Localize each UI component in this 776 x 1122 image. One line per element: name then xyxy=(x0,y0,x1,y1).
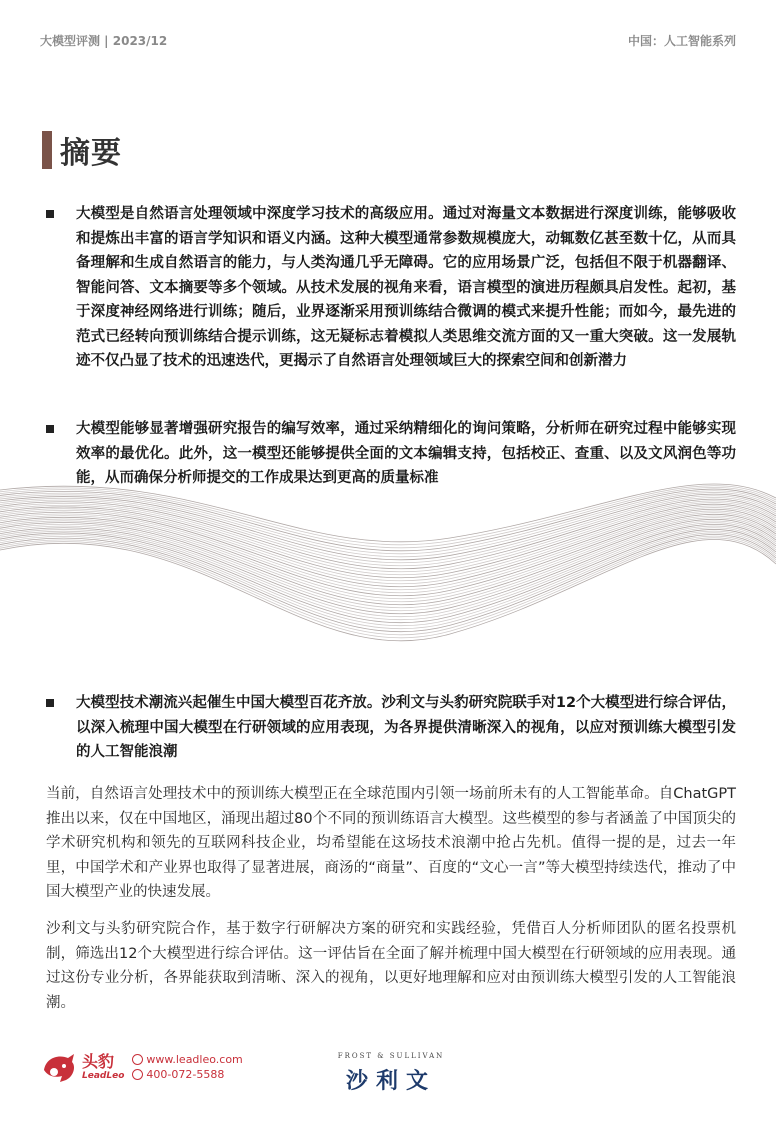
leadleo-website[interactable]: www.leadleo.com xyxy=(146,1053,243,1066)
bullet-item xyxy=(46,202,736,374)
bullet-square-icon xyxy=(46,699,54,707)
wave-line xyxy=(0,529,776,622)
frost-sullivan-chinese: 沙利文 xyxy=(345,1069,436,1094)
title-accent-bar xyxy=(42,131,52,169)
wave-line xyxy=(0,536,776,635)
body-paragraph: 沙利文与头豹研究院合作，基于数字行研解决方案的研究和实践经验，凭借百人分析师团队的匿名投票机制，筛选出12个大模型进行综合评估。这一评估旨在全面了解并梳理中国大模型在行研领域的应用表现。通过这份专业分析，各界能获取到清晰、深入的视角，以更好地理解和应对由预训练大模型引发的人工智能浪潮。 xyxy=(46,921,736,1011)
section-title-block xyxy=(42,128,122,172)
wave-line xyxy=(0,538,776,638)
bullet-text: 大模型能够显著增强研究报告的编写效率，通过采纳精细化的询问策略，分析师在研究过程中能够实现效率的最优化。此外，这一模型还能够提供全面的文本编辑支持，包括校正、查重、以及文风润色等功能，从而确保分析师提交的工作成果达到更高的质量标准 xyxy=(76,421,736,486)
leadleo-phone: 400-072-5588 xyxy=(146,1068,225,1081)
bullet-square-icon xyxy=(46,210,54,218)
bullet-item xyxy=(46,691,736,765)
decorative-wave-lines xyxy=(0,470,776,700)
wave-line xyxy=(0,496,776,563)
leadleo-english-name: LeadLeo xyxy=(82,1071,125,1081)
bullet-text: 大模型是自然语言处理领域中深度学习技术的高级应用。通过对海量文本数据进行深度训练，能够吸收和提炼出丰富的语言学知识和语义内涵。这种大模型通常参数规模庞大，动辄数亿甚至数十亿，从而具备理解和生成自然语言的能力，与人类沟通几乎无障碍。它的应用场景广泛，包括但不限于机器翻译、智能问答、文本摘要等多个领域。从技术发展的视角来看，语言模型的演进历程颇具启发性。起初，基于深度神经网络进行训练；随后，业界逐渐采用预训练结合微调的模式来提升性能；而如今，最先进的范式已经转向预训练结合提示训练，这无疑标志着模拟人类思维交流方面的又一重大突破。这一发展轨迹不仅凸显了技术的迅速迭代，更揭示了自然语言处理领域巨大的探索空间和创新潜力 xyxy=(76,206,736,369)
header-series-label: 中国：人工智能系列 xyxy=(627,34,736,48)
web-icon xyxy=(132,1054,143,1065)
leadleo-lion-icon xyxy=(40,1048,78,1086)
phone-icon xyxy=(132,1069,143,1080)
page-title: 摘要 xyxy=(60,136,122,171)
wave-line xyxy=(0,524,776,613)
leadleo-logo-block xyxy=(40,1048,243,1086)
body-paragraph: 当前，自然语言处理技术中的预训练大模型正在全球范围内引领一场前所未有的人工智能革命。自ChatGPT推出以来，仅在中国地区，涌现出超过80个不同的预训练语言大模型。这些模型的参与者涵盖了中国顶尖的学术研究机构和领先的互联网科技企业，均希望能在这场技术浪潮中抢占先机。值得一提的是，过去一年里，中国学术和产业界也取得了显著进展，商汤的“商量”、百度的“文心一言”等大模型持续迭代，推动了中国大模型产业的快速发展。 xyxy=(46,786,736,900)
leadleo-chinese-name: 头豹 xyxy=(82,1052,115,1071)
header-report-label: 大模型评测 | 2023/12 xyxy=(40,34,168,48)
bullet-square-icon xyxy=(46,425,54,433)
frost-sullivan-logo xyxy=(326,1052,456,1095)
frost-sullivan-english: FROST & SULLIVAN xyxy=(337,1052,445,1060)
bullet-text: 大模型技术潮流兴起催生中国大模型百花齐放。沙利文与头豹研究院联手对12个大模型进行综合评估，以深入梳理中国大模型在行研领域的应用表现，为各界提供清晰深入的视角，以应对预训练大模型引发的人工智能浪潮 xyxy=(76,695,736,760)
wave-line xyxy=(0,531,776,626)
